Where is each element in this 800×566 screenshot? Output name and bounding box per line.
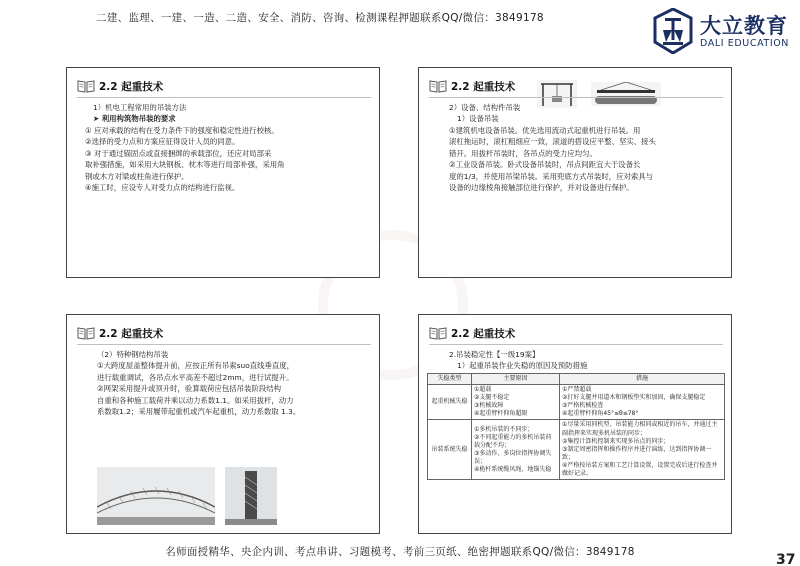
text-line: 2）设备、结构件吊装 xyxy=(449,103,521,112)
slide-thumbnail-4[interactable] xyxy=(418,314,732,534)
column-header: 主要原因 xyxy=(472,374,560,385)
text-line: 进行载重调试，各吊点水平高差不超过2mm，进行试提升。 xyxy=(97,372,294,382)
slide-header xyxy=(77,78,277,96)
book-icon xyxy=(429,326,447,340)
slide-title: 2.2 起重技术 xyxy=(451,328,516,340)
main-causes: ①超载 ②支腿不稳定 ③机械故障 ④起重臂杆仰角超限 xyxy=(472,385,560,420)
text-line: 错开。用拔杆吊装时，各吊点的受力应均匀。 xyxy=(449,148,597,158)
main-causes: ①多机吊装的不同步； ②不同起重能力的多机吊装荷载分配不均； ③多动作、多岗位指挥协调失误； ④桅杆系统缆风绳、地锚失稳 xyxy=(472,420,560,480)
header-divider xyxy=(429,97,723,98)
text-line: ②工业设备吊装。卧式设备吊装时，吊点间距宜大于设备长 xyxy=(449,160,641,170)
header-divider xyxy=(77,97,371,98)
text-line: 取补强措施，如采用大块钢板、枕木等进行局部补强，采用角 xyxy=(85,160,285,170)
table-header-row xyxy=(428,374,725,385)
column-header: 失稳类型 xyxy=(428,374,472,385)
text-line: 自重和各种施工载荷并乘以动力系数1.1。如采用拔杆，动力 xyxy=(97,395,294,405)
lifting-tower-photo xyxy=(225,467,277,525)
text-line: 1）机电工程常用的吊装方法 xyxy=(93,103,187,112)
slide-header xyxy=(77,325,277,343)
text-line: 1）设备吊装 xyxy=(457,114,499,124)
slide-body xyxy=(97,349,367,418)
text-line: ①大跨度屋盖整体提升前，应按正所有吊索suo直线垂直度， xyxy=(97,361,295,371)
header-divider xyxy=(429,344,723,345)
footer-banner: 名师面授精华、央企内训、考点串讲、习题模考、考前三页纸、绝密押题联系QQ/微信：3849178 xyxy=(165,546,635,558)
text-line: 1）起重吊装作业失稳的原因及预防措施 xyxy=(457,361,588,371)
slide-title: 2.2 起重技术 xyxy=(99,81,164,93)
text-line: 滚杠拖运时，滚杠粗细应一致，滚道的搭设应平整、坚实、接头 xyxy=(449,137,656,147)
table-row xyxy=(428,420,725,480)
slide-thumbnail-3[interactable] xyxy=(66,314,380,534)
text-line: ②网架采用提升或顶升时，验算载荷应包括吊装阶段结构 xyxy=(97,384,282,394)
text-line: ① 应对承载的结构在受力条件下的强度和稳定性进行校核。 xyxy=(85,125,279,135)
text-line: 度的1/3，并使用吊梁吊装。采用兜底方式吊装时，应对索具与 xyxy=(449,171,654,181)
page-number: 37 xyxy=(776,552,796,566)
book-icon xyxy=(429,79,447,93)
text-line: 2.吊装稳定性【一级19案】 xyxy=(449,350,540,359)
text-line: 钢或木方对梁或柱角进行保护。 xyxy=(85,171,189,181)
logo-chinese-name: 大立教育 xyxy=(700,14,788,38)
steel-roof-photo xyxy=(97,467,215,525)
header-divider xyxy=(77,344,371,345)
column-header: 措施 xyxy=(560,374,725,385)
preventive-measures: ①尽量采用同机型、吊装能力相同或相近的吊车，并通过主副指挥来实现多机吊装的同步； ②集控计算机控制来实现多吊点的同步； ③制定周密指挥和操作程序并进行演练，达到指挥协调一致； ④严格按吊装方案和工艺计算设置，设置完成后进行检查并做好记录。 xyxy=(560,420,725,480)
instability-type: 吊装系统失稳 xyxy=(428,420,472,480)
header-banner: 二建、监理、一建、一造、二造、安全、消防、咨询、检测课程押题联系QQ/微信：3849178 xyxy=(96,12,544,24)
text-line: ③ 对于通过锚固点或直接捆绑的承载部位，还应对局部采 xyxy=(85,148,272,158)
text-line: ②选择的受力点和方案应征得设计人员的同意。 xyxy=(85,137,240,147)
text-line: 设备的边缘棱角接触部位进行保护，并对设备进行保护。 xyxy=(449,183,634,193)
text-line: ➤ 利用构筑物吊装的要求 xyxy=(93,114,176,124)
instability-type: 起重机械失稳 xyxy=(428,385,472,420)
instability-table xyxy=(427,373,725,480)
table-row xyxy=(428,385,725,420)
slide-thumbnail-1[interactable] xyxy=(66,67,380,278)
text-line: ①建筑机电设备吊装。优先选用流动式起重机进行吊装。用 xyxy=(449,125,641,135)
brand-logo xyxy=(652,8,792,60)
text-line: （2）特种钢结构吊装 xyxy=(97,350,169,359)
text-line: ④施工时，应设专人对受力点的结构进行监视。 xyxy=(85,183,240,193)
slide-title: 2.2 起重技术 xyxy=(99,328,164,340)
preventive-measures: ①严禁超载 ②打好支腿并用道木和钢板垫实和加固，确保支腿稳定 ③严格机械检查 ④起重臂杆仰角45°≤θ≤78° xyxy=(560,385,725,420)
slide-thumbnail-2[interactable] xyxy=(418,67,732,278)
slide-title: 2.2 起重技术 xyxy=(451,81,516,93)
slide-body xyxy=(85,102,367,194)
book-icon xyxy=(77,79,95,93)
slide-header xyxy=(429,325,629,343)
text-line: 系数取1.2；采用履带起重机或汽车起重机，动力系数取 1.3。 xyxy=(97,407,301,417)
dali-emblem-icon xyxy=(652,8,694,54)
slide-body xyxy=(449,102,719,194)
logo-english-name: DALI EDUCATION xyxy=(700,38,790,49)
book-icon xyxy=(77,326,95,340)
slide-body xyxy=(449,349,719,372)
